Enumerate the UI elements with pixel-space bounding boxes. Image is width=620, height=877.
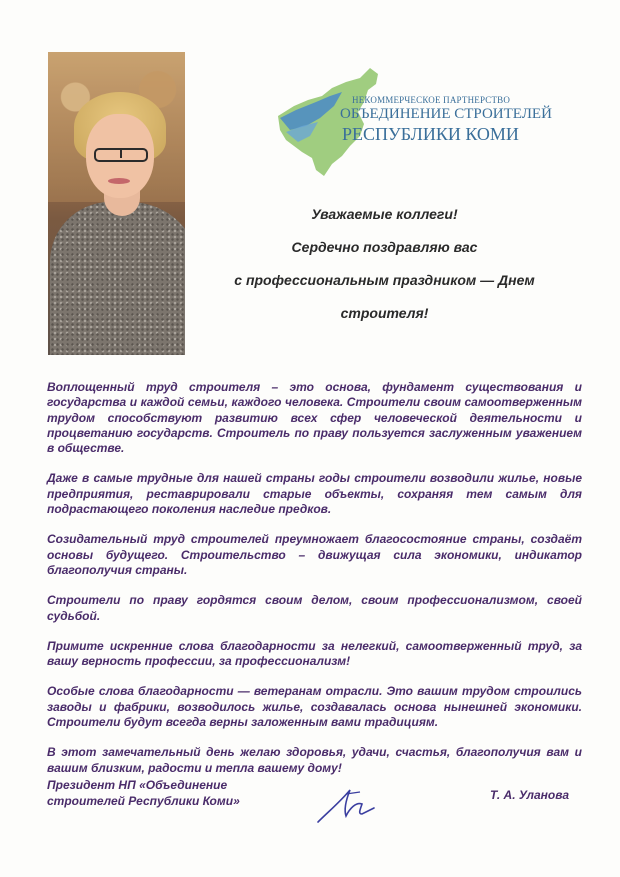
- logo-title: ОБЪЕДИНЕНИЕ СТРОИТЕЛЕЙ: [340, 106, 552, 122]
- signer-title: [47, 778, 277, 809]
- photo-jacket: [50, 202, 185, 355]
- body-paragraph: Созидательный труд строителей преумножает благосостояние страны, создаёт основы будущего. Строительство – движущая сила экономики, индикатор благополучия страны.: [47, 532, 582, 577]
- logo-region: РЕСПУБЛИКИ КОМИ: [342, 124, 519, 144]
- body-paragraph: Особые слова благодарности — ветеранам отрасли. Это вашим трудом строились заводы и фабрики, возводилось жилье, создавалась основа нынешней экономики. Строители будут всегда верны заложенным вами традициям.: [47, 684, 582, 730]
- organization-logo: [272, 66, 552, 182]
- signer-title-line: Президент НП «Объединение: [47, 778, 228, 792]
- photo-lips: [108, 178, 130, 184]
- greeting-line: с профессиональным праздником — Днем: [234, 272, 535, 288]
- body-paragraph: Воплощенный труд строителя – это основа, фундамент существования и государства и каждой семьи, каждого человека. Строители своим самоотверженным трудом способствуют развитию всех сфер человеческой деятельности и процветанию государств. Строитель по праву пользуется заслуженным уважением в обществе.: [47, 380, 582, 456]
- handwritten-signature: [316, 782, 382, 826]
- greeting-line: Уважаемые коллеги!: [311, 206, 458, 222]
- portrait-photo: [48, 52, 185, 355]
- body-paragraph: Строители по праву гордятся своим делом, своим профессионализмом, своей судьбой.: [47, 593, 582, 623]
- greeting-line: Сердечно поздравляю вас: [291, 239, 478, 255]
- body-paragraph: Даже в самые трудные для нашей страны годы строители возводили жилье, новые предприятия, реставрировали старые объекты, сохраняя тем самым для подрастающего поколения наследие предков.: [47, 471, 582, 517]
- greeting-block: [232, 198, 537, 330]
- photo-glasses: [94, 148, 148, 162]
- greeting-line: строителя!: [340, 305, 429, 321]
- body-paragraph: В этот замечательный день желаю здоровья, удачи, счастья, благополучия вам и вашим близким, радости и тепла вашему дому!: [47, 745, 582, 775]
- logo-subtitle: НЕКОММЕРЧЕСКОЕ ПАРТНЕРСТВО: [352, 95, 511, 105]
- signer-title-line: строителей Республики Коми»: [47, 793, 240, 808]
- letter-body: [47, 380, 582, 791]
- body-paragraph: Примите искренние слова благодарности за нелегкий, самоотверженный труд, за вашу верность профессии, за профессионализм!: [47, 638, 582, 669]
- signer-name: Т. А. Уланова: [490, 788, 570, 802]
